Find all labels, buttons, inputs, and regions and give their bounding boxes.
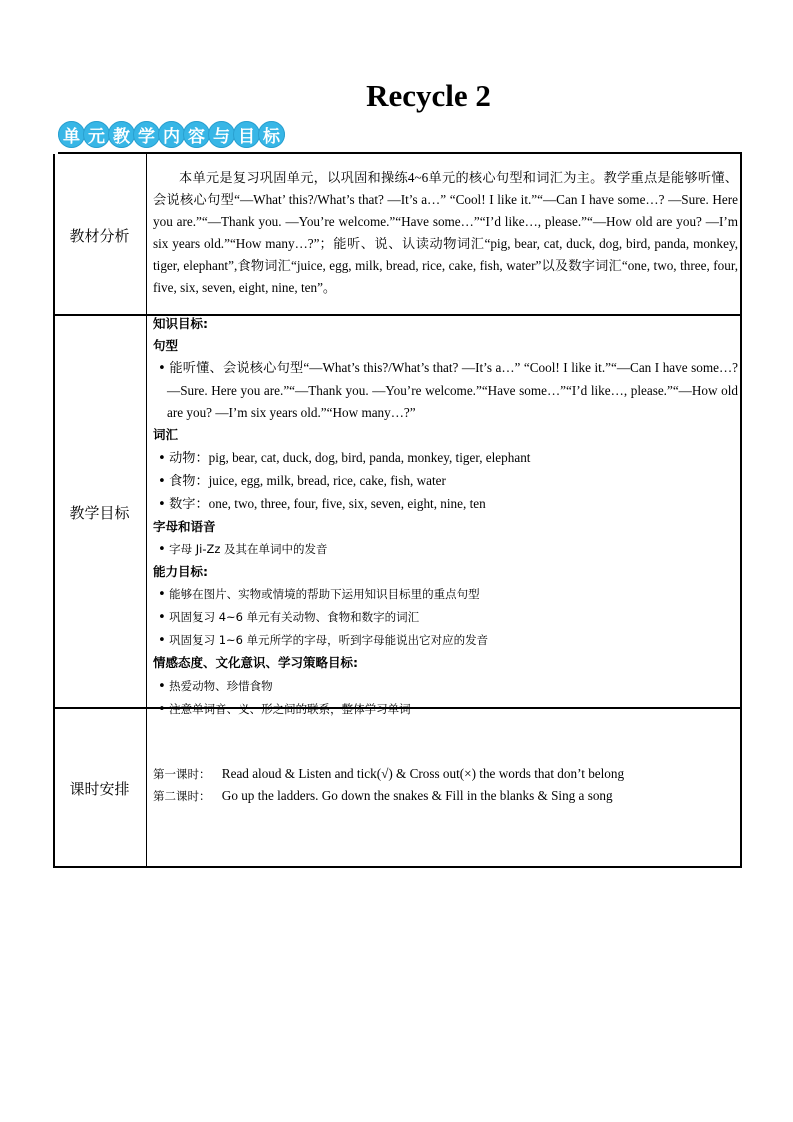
list-item: • 字母 Ji-Zz 及其在单词中的发音 — [158, 541, 328, 557]
banner-char: 标 — [258, 121, 285, 148]
banner-char: 元 — [83, 121, 110, 148]
section-banner — [58, 121, 283, 151]
label-analysis: 教材分析 — [69, 226, 130, 245]
phonics-text: 字母 Ji-Zz 及其在单词中的发音 — [169, 541, 328, 556]
lesson-content: Read aloud & Listen and tick(√) & Cross out(×) the words that don’t belong — [221, 766, 625, 781]
banner-char: 内 — [158, 121, 185, 148]
ability-heading: 能力目标: — [153, 564, 208, 580]
banner-char: 教 — [108, 121, 135, 148]
list-item: • 食物：juice, egg, milk, bread, rice, cake, fish, water — [158, 472, 446, 489]
list-item: • 注意单词音、义、形之间的联系，整体学习单词 — [158, 701, 411, 717]
list-item: • 动物：pig, bear, cat, duck, dog, bird, panda, monkey, tiger, elephant — [158, 449, 531, 466]
attitude-heading: 情感态度、文化意识、学习策略目标: — [153, 655, 358, 671]
lesson-row — [153, 763, 738, 785]
schedule-content — [153, 763, 738, 807]
ability-item: 巩固复习 4~6 单元有关动物、食物和数字的词汇 — [169, 610, 420, 625]
banner-char: 与 — [208, 121, 235, 148]
list-item: • 能听懂、会说核心句型“—What’s this?/What’s that? —It’s a…” “Cool! I like it.”“—Can I have some…? —Sure. Here you are.”“—Thank you. —You’re welcome.”“Have some…”“I’d like…, please.”“—How old are you? —I’m six years old.”“How many…?” — [158, 360, 738, 421]
banner-char: 容 — [183, 121, 210, 148]
goals-content — [153, 313, 738, 721]
vocab-numbers: 数字：one, two, three, four, five, six, seven, eight, nine, ten — [169, 495, 486, 511]
lesson-name: 第一课时： — [153, 767, 211, 781]
banner-char: 单 — [58, 121, 85, 148]
vocab-food: 食物：juice, egg, milk, bread, rice, cake, fish, water — [169, 472, 446, 488]
vocab-heading: 词汇 — [153, 427, 179, 443]
sentence-heading: 句型 — [153, 338, 179, 354]
list-item: • 热爱动物、珍惜食物 — [158, 678, 273, 694]
label-schedule: 课时安排 — [69, 780, 130, 798]
analysis-text: 本单元是复习巩固单元，以巩固和操练4~6单元的核心句型和词汇为主。教学重点是能够听懂、会说核心句型“—What’ this?/What’s that? —It’s a…” “Cool! I like it.”“—Can I have some…? —Sure. Here you are.”“—Thank you. —You’re welcome.”“Have some…”“I’d like…, please.”“—How old are you? —I’m six years old.”“How many…?”；能听、说、认读动物词汇“pig, bear, cat, duck, dog, bird, panda, monkey, tiger, elephant”,食物词汇“juice, egg, milk, bread, rice, cake, fish, water”以及数字词汇“one, two, three, four, five, six, seven, eight, nine, ten”。 — [153, 170, 738, 296]
attitude-item: 热爱动物、珍惜食物 — [169, 678, 273, 693]
phonics-heading: 字母和语音 — [153, 518, 216, 534]
lesson-row — [153, 785, 738, 807]
vocab-animals: 动物：pig, bear, cat, duck, dog, bird, panda, monkey, tiger, elephant — [169, 449, 531, 465]
ability-item: 能够在图片、实物或情境的帮助下运用知识目标里的重点句型 — [169, 587, 480, 602]
ability-item: 巩固复习 1~6 单元所学的字母，听到字母能说出它对应的发音 — [169, 633, 489, 648]
lesson-content: Go up the ladders. Go down the snakes & Fill in the blanks & Sing a song — [221, 788, 613, 804]
list-item: • 数字：one, two, three, four, five, six, seven, eight, nine, ten — [158, 495, 486, 512]
banner-char: 目 — [233, 121, 260, 148]
page-title: Recycle 2 — [366, 78, 491, 113]
lesson-name: 第二课时： — [153, 789, 211, 804]
list-item: • 巩固复习 4~6 单元有关动物、食物和数字的词汇 — [158, 610, 420, 626]
sentence-text: 能听懂、会说核心句型“—What’s this?/What’s that? —It’s a…” “Cool! I like it.”“—Can I have some…? —Sure. Here you are.”“—Thank you. —You’re welcome.”“Have some…”“I’d like…, please.”“—How old are you? —I’m six years old.”“How many…?” — [167, 360, 738, 421]
list-item: • 巩固复习 1~6 单元所学的字母，听到字母能说出它对应的发音 — [158, 633, 489, 649]
attitude-item: 注意单词音、义、形之间的联系，整体学习单词 — [169, 701, 411, 716]
unit-table — [53, 154, 742, 868]
knowledge-heading: 知识目标: — [153, 316, 208, 331]
list-item: • 能够在图片、实物或情境的帮助下运用知识目标里的重点句型 — [158, 587, 480, 603]
banner-char: 学 — [133, 121, 160, 148]
label-goals: 教学目标 — [69, 504, 130, 522]
